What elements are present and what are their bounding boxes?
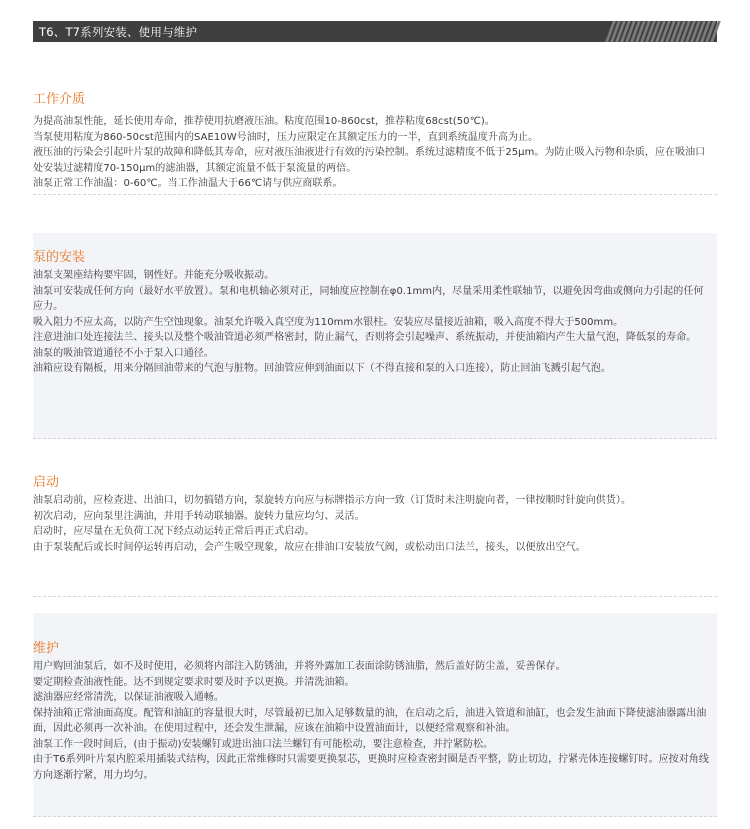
- paragraph: 滤油器应经常清洗，以保证油液吸入通畅。: [33, 692, 224, 703]
- section-heading: 泵的安装: [33, 250, 86, 265]
- paragraph: 油泵的吸油管道通径不小于泵入口通径。: [33, 347, 214, 359]
- paragraph: 吸入阻力不应太高，以防产生空蚀现象。油泵允许吸入真空度为110mm水银柱。安装应尽量接近油箱，吸入高度不得大于500mm。: [33, 316, 624, 328]
- paragraph: 为提高油泵性能，延长使用寿命，推荐使用抗磨液压油。粘度范围10-860cst，推荐粘度68cst(50℃)。: [33, 116, 495, 127]
- section-body: [33, 268, 711, 377]
- paragraph: 油泵正常工作油温：0-60℃。当工作油温大于66℃请与供应商联系。: [33, 178, 343, 189]
- paragraph: 油泵启动前，应检查进、出油口，切勿搞错方向，泵旋转方向应与标牌指示方向一致（订货时未注明旋向者，一律按顺时针旋向供货）。: [33, 495, 631, 506]
- paragraph: 油泵可安装成任何方向（最好水平放置）。泵和电机轴必须对正，同轴度应控制在φ0.1mm内，尽量采用柔性联轴节，以避免因弯曲或侧向力引起的任何应力。: [33, 285, 704, 312]
- section-maintenance: [33, 613, 717, 817]
- paragraph: 用户购回油泵后，如不及时使用，必须将内部注入防锈油，并将外露加工表面涂防锈油脂，然后盖好防尘盖，妥善保存。: [33, 661, 566, 672]
- paragraph: 启动时，应尽量在无负荷工况下经点动运转正常后再正式启动。: [33, 526, 315, 537]
- section-startup: [33, 466, 717, 597]
- section-body: [33, 659, 711, 783]
- paragraph: 油箱应设有隔板，用来分隔回油带来的气泡与脏物。回油管应伸到油面以下（不得直接和泵的入口连接），防止回油飞溅引起气泡。: [33, 363, 611, 374]
- decorative-stripes: [607, 21, 717, 42]
- paragraph: 油泵工作一段时间后，(由于振动)安装螺钉或进出油口法兰螺钉有可能松动，要注意检查，并拧紧防松。: [33, 738, 494, 750]
- paragraph: 当泵使用粘度为860-50cst范围内的SAE10W号油时，压力应限定在其额定压力的一半，直到系统温度升高为止。: [33, 131, 539, 143]
- section-working-medium: [33, 52, 717, 195]
- section-heading: 启动: [33, 475, 60, 490]
- section-heading: 工作介质: [33, 92, 86, 107]
- paragraph: 保持油箱正常油面高度。配管和油缸的容量很大时，尽管最初已加入足够数量的油，在启动之后，油进入管道和油缸，也会发生油面下降使滤油器露出油面，因此必须再一次补油。在使用过程中，还会发生泄漏，应该在油箱中设置油面计，以便经常观察和补油。: [33, 707, 707, 734]
- paragraph: 初次启动，应向泵里注满油，并用手转动联轴器。旋转力量应均匀、灵活。: [33, 510, 365, 522]
- section-heading: 维护: [33, 641, 60, 656]
- title-bar: [33, 21, 717, 42]
- paragraph: 注意进油口处连接法兰、接头以及整个吸油管道必须严格密封，防止漏气，否则将会引起噪声、系统振动，并使油箱内产生大量气泡，降低泵的寿命。: [33, 332, 697, 343]
- paragraph: 要定期检查油液性能。达不到规定要求时要及时予以更换。并清洗油箱。: [33, 676, 355, 688]
- section-pump-installation: [33, 233, 717, 439]
- paragraph: 液压油的污染会引起叶片泵的故障和降低其寿命，应对液压油液进行有效的污染控制。系统过滤精度不低于25μm。为防止吸入污物和杂质，应在吸油口处安装过滤精度70-150μm的滤油器，其额定流量不低于泵流量的两倍。: [33, 147, 706, 174]
- page-title: T6、T7系列安装、使用与维护: [39, 24, 198, 39]
- section-body: [33, 493, 711, 555]
- paragraph: 油泵支架座结构要牢固，钢性好。并能充分吸收振动。: [33, 270, 275, 281]
- section-body: [33, 114, 711, 192]
- paragraph: 由于T6系列叶片泵内腔采用插装式结构，因此正常维修时只需要更换泵芯，更换时应检查密封圈是否平整，防止切边，拧紧壳体连接螺钉时。应按对角线方向逐渐拧紧，用力均匀。: [33, 754, 709, 781]
- paragraph: 由于泵装配后或长时间停运转再启动，会产生吸空现象，故应在排油口安装放气阀，或松动出口法兰，接头，以便放出空气。: [33, 541, 586, 553]
